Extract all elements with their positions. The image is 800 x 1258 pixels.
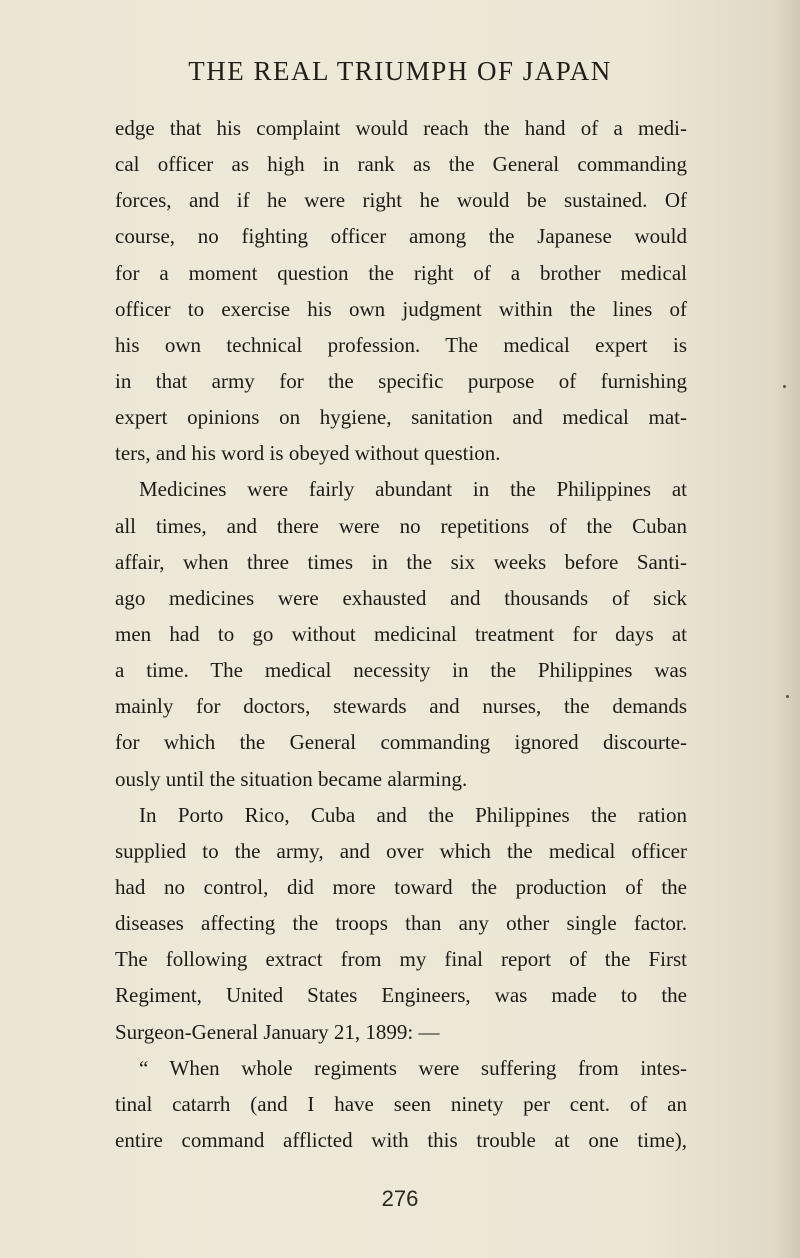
text-line: all times, and there were no repetitions of the Cuban	[115, 513, 687, 538]
text-line: course, no fighting officer among the Japanese would	[115, 224, 687, 249]
print-speck	[786, 695, 789, 698]
text-line: mainly for doctors, stewards and nurses, the demands	[115, 694, 687, 719]
text-line: men had to go without medicinal treatment for days at	[115, 621, 687, 646]
text-line: supplied to the army, and over which the medical officer	[115, 838, 687, 863]
text-line: tinal catarrh (and I have seen ninety per cent. of an	[115, 1091, 687, 1116]
text-line: Medicines were fairly abundant in the Philippines at	[139, 477, 687, 502]
text-line: “ When whole regiments were suffering from intes-	[139, 1055, 687, 1080]
text-line: The following extract from my final report of the First	[115, 947, 687, 972]
text-line: in that army for the specific purpose of furnishing	[115, 368, 687, 393]
text-line: Surgeon-General January 21, 1899: —	[115, 1019, 440, 1044]
text-line: for which the General commanding ignored discourte-	[115, 730, 687, 755]
text-line: cal officer as high in rank as the General commanding	[115, 152, 687, 177]
text-line: his own technical profession. The medical expert is	[115, 332, 687, 357]
text-line: ously until the situation became alarming.	[115, 766, 468, 791]
text-line: a time. The medical necessity in the Philippines was	[115, 658, 687, 683]
text-line: edge that his complaint would reach the hand of a medi-	[115, 116, 687, 140]
text-line: officer to exercise his own judgment within the lines of	[115, 296, 687, 321]
text-line: In Porto Rico, Cuba and the Philippines the ration	[139, 802, 687, 827]
text-line: ters, and his word is obeyed without question.	[115, 441, 501, 466]
page-number: 276	[381, 1186, 419, 1211]
text-line: affair, when three times in the six weeks before Santi-	[115, 549, 687, 574]
text-line: ago medicines were exhausted and thousands of sick	[115, 585, 687, 610]
running-head: THE REAL TRIUMPH OF JAPAN	[188, 56, 612, 86]
print-speck	[783, 385, 786, 388]
text-line: expert opinions on hygiene, sanitation and medical mat-	[115, 405, 687, 430]
text-line: had no control, did more toward the production of the	[115, 874, 687, 899]
text-line: Regiment, United States Engineers, was made to the	[115, 983, 687, 1008]
text-line: for a moment question the right of a brother medical	[115, 260, 687, 285]
text-line: forces, and if he were right he would be sustained. Of	[115, 188, 687, 213]
text-line: entire command afflicted with this trouble at one time),	[115, 1127, 687, 1152]
text-line: diseases affecting the troops than any other single factor.	[115, 911, 687, 936]
body-text	[115, 110, 687, 1158]
